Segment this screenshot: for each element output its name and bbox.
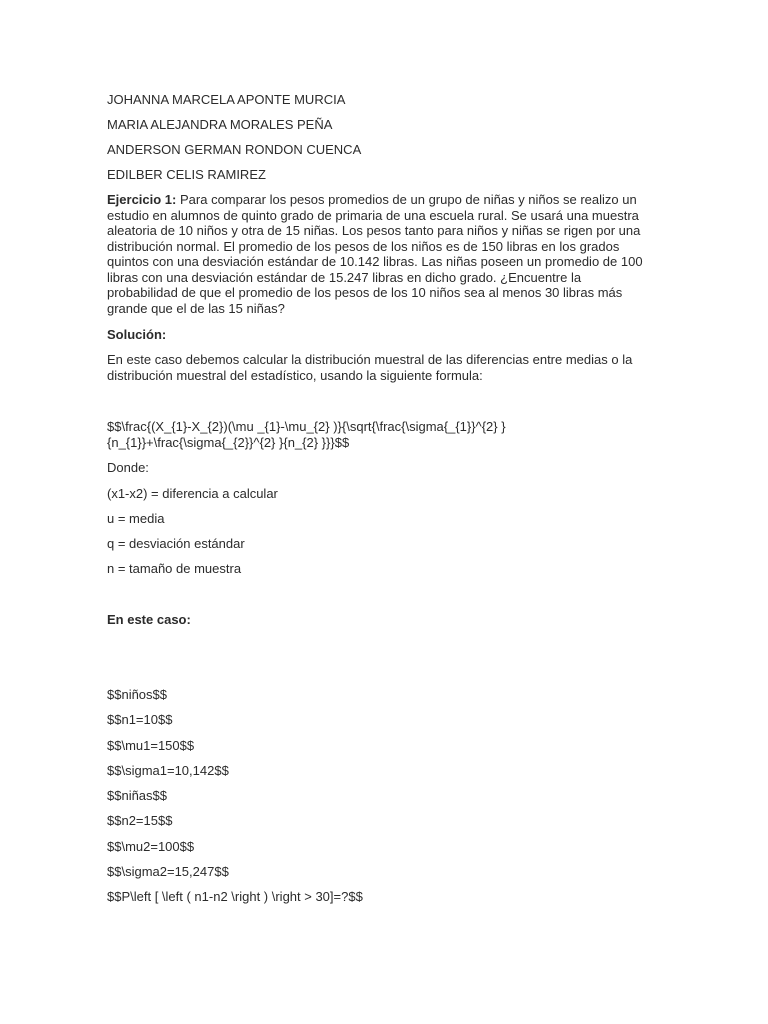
value-line: $$niños$$ (107, 687, 167, 702)
where-label: Donde: (107, 460, 149, 475)
value-line: $$P\left [ \left ( n1-n2 \right ) \right > 30]=?$$ (107, 889, 363, 904)
definition-item: q = desviación estándar (107, 536, 245, 551)
exercise-paragraph (107, 192, 655, 316)
author-name: EDILBER CELIS RAMIREZ (107, 167, 266, 182)
definition-item: u = media (107, 511, 165, 526)
exercise-label: Ejercicio 1: (107, 192, 177, 207)
author-name: MARIA ALEJANDRA MORALES PEÑA (107, 117, 333, 132)
value-line: $$\sigma1=10,142$$ (107, 763, 229, 778)
case-heading: En este caso: (107, 612, 191, 627)
definition-item: (x1-x2) = diferencia a calcular (107, 486, 278, 501)
value-line: $$\mu2=100$$ (107, 839, 195, 854)
author-name: ANDERSON GERMAN RONDON CUENCA (107, 142, 362, 157)
value-line: $$niñas$$ (107, 788, 167, 803)
value-line: $$\sigma2=15,247$$ (107, 864, 229, 879)
exercise-text: Para comparar los pesos promedios de un grupo de niñas y niños se realizo un estudio en alumnos de quinto grado de primaria de una escuela rural. Se usará una muestra aleatoria de 10 niños y otra de 15 niñas. Los pesos tanto para niños y niñas se rigen por una distribución normal. El promedio de los pesos de los niños es de 150 libras en los grados quintos con una desviación estándar de 10.142 libras. Las niñas poseen un promedio de 100 libras con una desviación estándar de 15.247 libras en dicho grado. ¿Encuentre la probabilidad de que el promedio de los pesos de los 10 niños sea al menos 30 libras más grande que el de las 15 niñas? (107, 192, 643, 316)
solution-heading: Solución: (107, 327, 167, 342)
formula-latex: $$\frac{(X_{1}-X_{2})(\mu _{1}-\mu_{2} )}{\sqrt{\frac{\sigma{_{1}}^{2} }{n_{1}}+\frac{\sigma{_{2}}^{2} }{n_{2} }}}$$ (107, 419, 506, 450)
definition-item: n = tamaño de muestra (107, 561, 242, 576)
value-line: $$\mu1=150$$ (107, 738, 195, 753)
author-name: JOHANNA MARCELA APONTE MURCIA (107, 92, 346, 107)
solution-intro: En este caso debemos calcular la distribución muestral de las diferencias entre medias o la distribución muestral del estadístico, usando la siguiente formula: (107, 352, 633, 383)
value-line: $$n1=10$$ (107, 712, 173, 727)
value-line: $$n2=15$$ (107, 813, 173, 828)
